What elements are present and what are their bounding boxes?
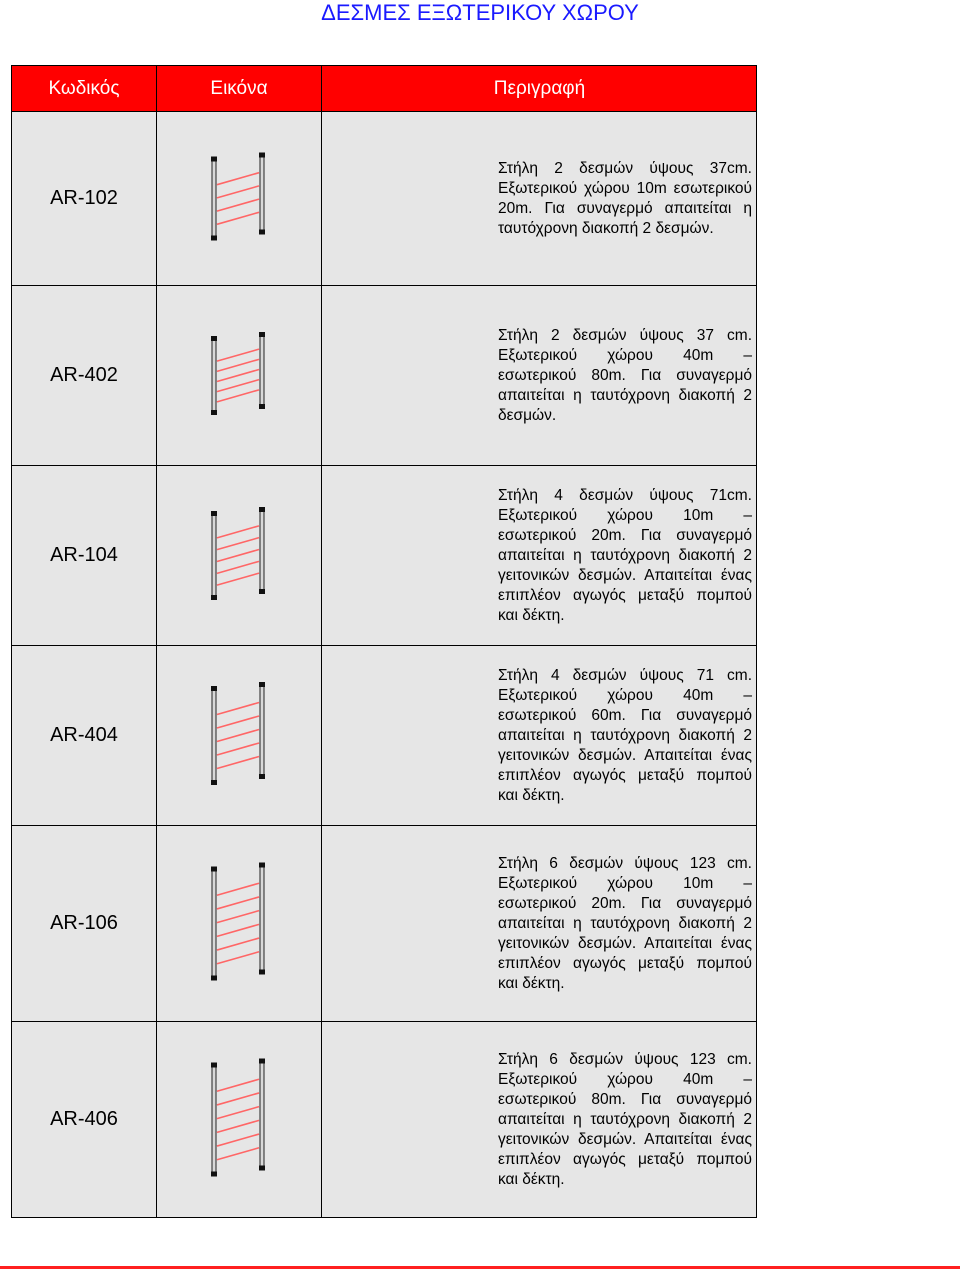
beam-line bbox=[217, 883, 259, 895]
right-post-cap bbox=[259, 507, 265, 512]
beam-line bbox=[217, 938, 259, 950]
right-post-cap bbox=[259, 862, 265, 867]
header-image: Εικόνα bbox=[157, 66, 322, 112]
left-post-base bbox=[211, 780, 217, 785]
product-description: Στήλη 4 δεσμών ύψους 71 cm. Εξωτερικού χώρου 40m – εσωτερικού 60m. Για συναγερμό απαιτείται η ταυτόχρονη διακοπή 2 γειτονικών δεσμών. Απαιτείται ένας επιπλέον αγωγός μεταξύ πομπού και δέκτη. bbox=[322, 646, 757, 826]
beam-column-icon bbox=[209, 331, 269, 421]
beam-line bbox=[217, 743, 259, 755]
beam-column-icon bbox=[209, 861, 269, 986]
left-post-cap bbox=[211, 511, 217, 516]
beam-column-icon bbox=[209, 151, 269, 246]
beam-column-svg bbox=[209, 151, 269, 241]
beam-column-svg bbox=[209, 1057, 269, 1177]
left-post bbox=[212, 159, 216, 239]
left-post bbox=[212, 689, 216, 784]
beam-line bbox=[217, 1120, 259, 1132]
beam-line bbox=[217, 561, 259, 573]
right-post-base bbox=[259, 969, 265, 974]
right-post bbox=[260, 1059, 264, 1169]
beam-column-svg bbox=[209, 331, 269, 416]
bottom-divider bbox=[0, 1266, 960, 1269]
product-table bbox=[11, 65, 757, 1218]
product-image-cell bbox=[157, 646, 322, 826]
product-code: AR-102 bbox=[12, 112, 157, 286]
left-post-base bbox=[211, 410, 217, 415]
left-post-cap bbox=[211, 1062, 217, 1067]
header-description: Περιγραφή bbox=[322, 66, 757, 112]
beam-line bbox=[217, 369, 259, 381]
left-post-base bbox=[211, 595, 217, 600]
page-title: ΔΕΣΜΕΣ ΕΞΩΤΕΡΙΚΟΥ ΧΩΡΟΥ bbox=[321, 0, 639, 25]
left-post bbox=[212, 869, 216, 979]
product-description: Στήλη 4 δεσμών ύψους 71cm. Εξωτερικού χώρου 10m – εσωτερικού 20m. Για συναγερμό απαιτείται η ταυτόχρονη διακοπή 2 γειτονικών δεσμών. Απαιτείται ένας επιπλέον αγωγός μεταξύ πομπού και δέκτη. bbox=[322, 466, 757, 646]
beam-line bbox=[217, 702, 259, 714]
left-post bbox=[212, 514, 216, 599]
product-code: AR-406 bbox=[12, 1022, 157, 1218]
right-post-base bbox=[259, 229, 265, 234]
table-row bbox=[12, 646, 757, 826]
beam-column-icon bbox=[209, 1057, 269, 1182]
beam-line bbox=[217, 1106, 259, 1118]
product-description: Στήλη 6 δεσμών ύψους 123 cm. Εξωτερικού χώρου 10m – εσωτερικού 20m. Για συναγερμό απαιτείται η ταυτόχρονη διακοπή 2 γειτονικών δεσμών. Απαιτείται ένας επιπλέον αγωγός μεταξύ πομπού και δέκτη. bbox=[322, 826, 757, 1022]
beam-line bbox=[217, 172, 259, 184]
left-post-cap bbox=[211, 866, 217, 871]
beam-line bbox=[217, 573, 259, 585]
table-row bbox=[12, 466, 757, 646]
right-post-cap bbox=[259, 682, 265, 687]
left-post-base bbox=[211, 235, 217, 240]
product-image-cell bbox=[157, 1022, 322, 1218]
beam-line bbox=[217, 756, 259, 768]
product-image-cell bbox=[157, 286, 322, 466]
beam-line bbox=[217, 212, 259, 224]
left-post-cap bbox=[211, 156, 217, 161]
right-post-base bbox=[259, 1165, 265, 1170]
product-code: AR-402 bbox=[12, 286, 157, 466]
left-post-cap bbox=[211, 336, 217, 341]
beam-line bbox=[217, 185, 259, 197]
beam-line bbox=[217, 389, 259, 401]
beam-column-svg bbox=[209, 506, 269, 601]
beam-line bbox=[217, 910, 259, 922]
product-code: AR-106 bbox=[12, 826, 157, 1022]
right-post-cap bbox=[259, 332, 265, 337]
beam-line bbox=[217, 537, 259, 549]
right-post bbox=[260, 333, 264, 408]
beam-line bbox=[217, 1092, 259, 1104]
beam-line bbox=[217, 549, 259, 561]
beam-line bbox=[217, 525, 259, 537]
beam-line bbox=[217, 924, 259, 936]
product-description: Στήλη 6 δεσμών ύψους 123 cm. Εξωτερικού χώρου 40m – εσωτερικού 80m. Για συναγερμό απαιτείται η ταυτόχρονη διακοπή 2 γειτονικών δεσμών. Απαιτείται ένας επιπλέον αγωγός μεταξύ πομπού και δέκτη. bbox=[322, 1022, 757, 1218]
beam-line bbox=[217, 1147, 259, 1159]
product-description: Στήλη 2 δεσμών ύψους 37cm. Εξωτερικού χώρου 10m εσωτερικού 20m. Για συναγερμό απαιτείται η ταυτόχρονη διακοπή 2 δεσμών. bbox=[322, 112, 757, 286]
beam-line bbox=[217, 951, 259, 963]
beam-column-svg bbox=[209, 681, 269, 786]
right-post bbox=[260, 508, 264, 593]
left-post-base bbox=[211, 1171, 217, 1176]
product-description: Στήλη 2 δεσμών ύψους 37 cm. Εξωτερικού χώρου 40m – εσωτερικού 80m. Για συναγερμό απαιτείται η ταυτόχρονη διακοπή 2 δεσμών. bbox=[322, 286, 757, 466]
right-post-base bbox=[259, 774, 265, 779]
product-image-cell bbox=[157, 466, 322, 646]
right-post-cap bbox=[259, 152, 265, 157]
table-row bbox=[12, 286, 757, 466]
left-post-base bbox=[211, 975, 217, 980]
beam-column-icon bbox=[209, 681, 269, 791]
beam-column-icon bbox=[209, 506, 269, 606]
table-header-row bbox=[12, 66, 757, 112]
product-code: AR-104 bbox=[12, 466, 157, 646]
right-post bbox=[260, 153, 264, 233]
left-post bbox=[212, 339, 216, 414]
beam-line bbox=[217, 729, 259, 741]
beam-line bbox=[217, 1134, 259, 1146]
right-post-base bbox=[259, 404, 265, 409]
beam-line bbox=[217, 1079, 259, 1091]
right-post-cap bbox=[259, 1058, 265, 1063]
table-row bbox=[12, 112, 757, 286]
left-post bbox=[212, 1065, 216, 1175]
beam-line bbox=[217, 349, 259, 361]
beam-line bbox=[217, 379, 259, 391]
right-post bbox=[260, 683, 264, 778]
right-post-base bbox=[259, 589, 265, 594]
product-image-cell bbox=[157, 112, 322, 286]
left-post-cap bbox=[211, 686, 217, 691]
product-image-cell bbox=[157, 826, 322, 1022]
product-code: AR-404 bbox=[12, 646, 157, 826]
right-post bbox=[260, 863, 264, 973]
beam-line bbox=[217, 896, 259, 908]
beam-column-svg bbox=[209, 861, 269, 981]
beam-line bbox=[217, 199, 259, 211]
table-row bbox=[12, 1022, 757, 1218]
beam-line bbox=[217, 716, 259, 728]
beam-line bbox=[217, 359, 259, 371]
header-code: Κωδικός bbox=[12, 66, 157, 112]
table-row bbox=[12, 826, 757, 1022]
